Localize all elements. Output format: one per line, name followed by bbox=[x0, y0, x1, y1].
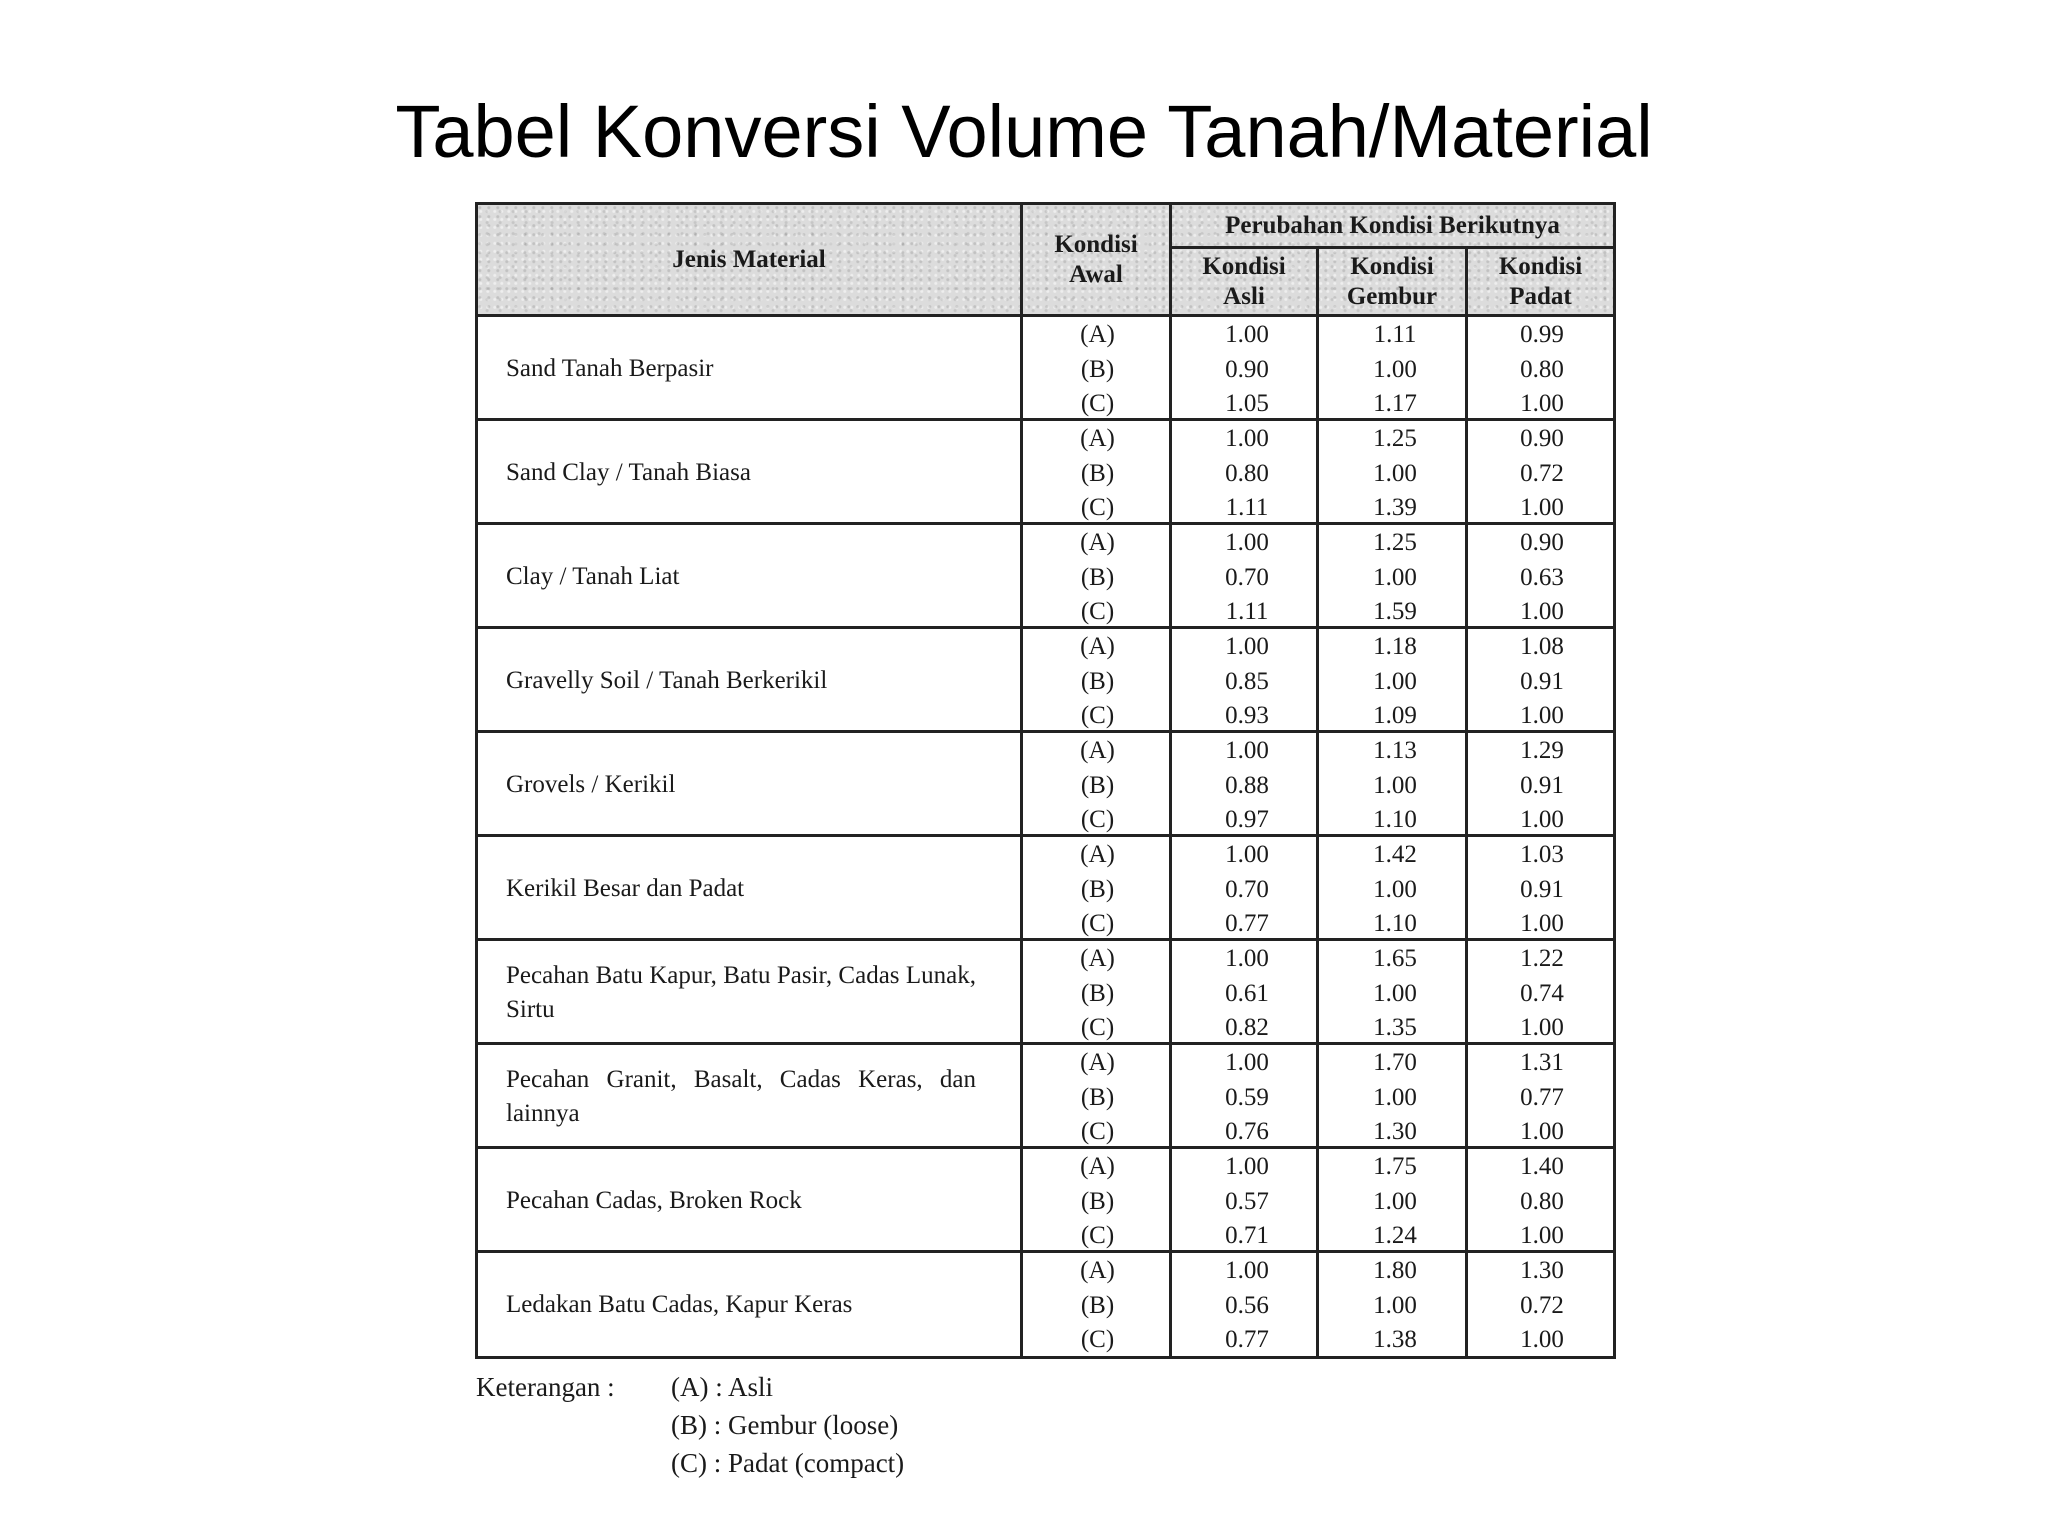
kondisi-awal-cell: (C) bbox=[1080, 598, 1115, 625]
kondisi-asli-cell: 0.71 bbox=[1225, 1222, 1269, 1249]
material-name-text: Ledakan Batu Cadas, Kapur Keras bbox=[506, 1291, 853, 1318]
kondisi-awal-cell: (C) bbox=[1080, 1014, 1115, 1041]
kondisi-asli-cell: 0.77 bbox=[1225, 1326, 1269, 1353]
conversion-table bbox=[475, 202, 1616, 1359]
kondisi-gembur-cell: 1.80 bbox=[1373, 1257, 1417, 1284]
header-kondisi-padat-line1: Kondisi bbox=[1498, 252, 1583, 280]
kondisi-awal-cell: (C) bbox=[1080, 1326, 1115, 1353]
material-name bbox=[506, 941, 976, 1045]
table-row bbox=[478, 317, 1613, 421]
kondisi-awal-cell: (B) bbox=[1080, 1291, 1115, 1319]
kondisi-padat-cell: 0.99 bbox=[1520, 321, 1564, 348]
material-name bbox=[506, 317, 976, 421]
table-row bbox=[478, 525, 1613, 629]
kondisi-awal-cell: (A) bbox=[1080, 1049, 1115, 1076]
kondisi-asli-cell: 0.97 bbox=[1225, 806, 1269, 833]
kondisi-asli-cell: 1.00 bbox=[1225, 321, 1269, 348]
kondisi-asli-cell: 0.57 bbox=[1225, 1187, 1269, 1215]
material-name bbox=[506, 525, 976, 629]
table-row bbox=[478, 421, 1613, 525]
kondisi-asli-cell: 0.70 bbox=[1225, 563, 1269, 591]
kondisi-gembur-cell: 1.10 bbox=[1373, 806, 1417, 833]
header-kondisi-gembur-line2: Gembur bbox=[1346, 282, 1438, 310]
kondisi-gembur-cell: 1.25 bbox=[1373, 529, 1417, 556]
table-header bbox=[478, 205, 1613, 317]
material-name-text: Kerikil Besar dan Padat bbox=[506, 875, 745, 902]
table-row bbox=[478, 941, 1613, 1045]
kondisi-awal-cell: (C) bbox=[1080, 1222, 1115, 1249]
material-name-text: Clay / Tanah Liat bbox=[506, 563, 680, 590]
kondisi-asli-cell: 1.11 bbox=[1225, 494, 1269, 521]
kondisi-awal-cell: (C) bbox=[1080, 494, 1115, 521]
material-name-text: Pecahan Granit, Basalt, Cadas Keras, dan lainnya bbox=[506, 1066, 976, 1127]
kondisi-asli-cell: 1.00 bbox=[1225, 633, 1269, 660]
kondisi-padat-cell: 1.00 bbox=[1520, 806, 1564, 833]
kondisi-padat-cell: 1.00 bbox=[1520, 1014, 1564, 1041]
legend-label: Keterangan : bbox=[476, 1372, 615, 1402]
kondisi-awal-cell: (A) bbox=[1080, 1153, 1115, 1180]
header-kondisi-asli-line2: Asli bbox=[1223, 282, 1265, 310]
table-row bbox=[478, 629, 1613, 733]
kondisi-padat-cell: 0.90 bbox=[1520, 425, 1564, 452]
header-kondisi-awal bbox=[1023, 205, 1172, 314]
kondisi-awal-cell: (B) bbox=[1080, 355, 1115, 383]
kondisi-padat-cell: 0.77 bbox=[1520, 1083, 1564, 1111]
material-name bbox=[506, 421, 976, 525]
kondisi-awal-cell: (B) bbox=[1080, 979, 1115, 1007]
kondisi-padat-cell: 1.00 bbox=[1520, 390, 1564, 417]
material-name-text: Grovels / Kerikil bbox=[506, 771, 676, 798]
material-name bbox=[506, 733, 976, 837]
kondisi-awal-cell: (A) bbox=[1080, 945, 1115, 972]
header-kondisi-asli bbox=[1172, 249, 1319, 314]
kondisi-asli-cell: 1.00 bbox=[1225, 841, 1269, 868]
kondisi-asli-cell: 0.90 bbox=[1225, 355, 1269, 383]
kondisi-awal-cell: (B) bbox=[1080, 667, 1115, 695]
kondisi-padat-cell: 1.03 bbox=[1520, 841, 1564, 868]
kondisi-gembur-cell: 1.17 bbox=[1373, 390, 1417, 417]
kondisi-padat-cell: 0.90 bbox=[1520, 529, 1564, 556]
kondisi-padat-cell: 1.00 bbox=[1520, 1118, 1564, 1145]
material-name bbox=[506, 629, 976, 733]
kondisi-awal-cell: (B) bbox=[1080, 771, 1115, 799]
kondisi-padat-cell: 0.91 bbox=[1520, 875, 1564, 903]
kondisi-asli-cell: 0.61 bbox=[1225, 979, 1269, 1007]
header-kondisi-gembur-line1: Kondisi bbox=[1350, 252, 1434, 280]
kondisi-gembur-cell: 1.00 bbox=[1373, 667, 1417, 695]
kondisi-gembur-cell: 1.00 bbox=[1373, 1083, 1417, 1111]
kondisi-gembur-cell: 1.00 bbox=[1373, 563, 1417, 591]
header-perubahan-kondisi: Perubahan Kondisi Berikutnya bbox=[1172, 205, 1613, 249]
kondisi-asli-cell: 0.76 bbox=[1225, 1118, 1269, 1145]
kondisi-padat-cell: 0.63 bbox=[1520, 563, 1564, 591]
kondisi-asli-cell: 1.00 bbox=[1225, 1257, 1269, 1284]
kondisi-awal-cell: (B) bbox=[1080, 875, 1115, 903]
kondisi-asli-cell: 1.00 bbox=[1225, 945, 1269, 972]
kondisi-awal-cell: (A) bbox=[1080, 1257, 1115, 1284]
kondisi-padat-cell: 1.40 bbox=[1520, 1153, 1564, 1180]
material-name-text: Pecahan Cadas, Broken Rock bbox=[506, 1187, 802, 1214]
material-name-text: Pecahan Batu Kapur, Batu Pasir, Cadas Lunak, Sirtu bbox=[506, 962, 976, 1023]
header-kondisi-padat bbox=[1468, 249, 1613, 314]
kondisi-asli-cell: 1.00 bbox=[1225, 737, 1269, 764]
table-body bbox=[478, 317, 1613, 1356]
header-kondisi-awal-line2: Awal bbox=[1069, 260, 1123, 288]
kondisi-awal-cell: (A) bbox=[1080, 633, 1115, 660]
kondisi-gembur-cell: 1.38 bbox=[1373, 1326, 1417, 1353]
kondisi-awal-cell: (B) bbox=[1080, 1187, 1115, 1215]
kondisi-asli-cell: 0.80 bbox=[1225, 459, 1269, 487]
kondisi-padat-cell: 1.00 bbox=[1520, 1222, 1564, 1249]
kondisi-gembur-cell: 1.70 bbox=[1373, 1049, 1417, 1076]
kondisi-asli-cell: 1.11 bbox=[1225, 598, 1269, 625]
table-row bbox=[478, 733, 1613, 837]
kondisi-padat-cell: 0.80 bbox=[1520, 1187, 1564, 1215]
kondisi-asli-cell: 0.85 bbox=[1225, 667, 1269, 695]
kondisi-padat-cell: 1.31 bbox=[1520, 1049, 1564, 1076]
kondisi-awal-cell: (A) bbox=[1080, 529, 1115, 556]
kondisi-awal-cell: (B) bbox=[1080, 563, 1115, 591]
kondisi-awal-cell: (C) bbox=[1080, 806, 1115, 833]
kondisi-gembur-cell: 1.00 bbox=[1373, 459, 1417, 487]
table-row bbox=[478, 1253, 1613, 1357]
kondisi-padat-cell: 1.00 bbox=[1520, 1326, 1564, 1353]
kondisi-awal-cell: (C) bbox=[1080, 1118, 1115, 1145]
kondisi-gembur-cell: 1.39 bbox=[1373, 494, 1417, 521]
kondisi-asli-cell: 1.00 bbox=[1225, 1049, 1269, 1076]
kondisi-awal-cell: (A) bbox=[1080, 841, 1115, 868]
legend-item-padat: (C) : Padat (compact) bbox=[671, 1448, 905, 1478]
kondisi-awal-cell: (A) bbox=[1080, 737, 1115, 764]
kondisi-asli-cell: 1.00 bbox=[1225, 425, 1269, 452]
kondisi-asli-cell: 0.93 bbox=[1225, 702, 1269, 729]
material-name-text: Gravelly Soil / Tanah Berkerikil bbox=[506, 667, 828, 694]
kondisi-awal-cell: (C) bbox=[1080, 910, 1115, 937]
kondisi-awal-cell: (B) bbox=[1080, 1083, 1115, 1111]
table-row bbox=[478, 1045, 1613, 1149]
kondisi-asli-cell: 0.82 bbox=[1225, 1014, 1269, 1041]
material-name bbox=[506, 837, 976, 941]
kondisi-gembur-cell: 1.25 bbox=[1373, 425, 1417, 452]
kondisi-gembur-cell: 1.00 bbox=[1373, 1187, 1417, 1215]
kondisi-asli-cell: 1.00 bbox=[1225, 529, 1269, 556]
kondisi-awal-cell: (C) bbox=[1080, 702, 1115, 729]
kondisi-padat-cell: 1.30 bbox=[1520, 1257, 1564, 1284]
header-jenis-material: Jenis Material bbox=[478, 205, 1023, 314]
kondisi-padat-cell: 0.80 bbox=[1520, 355, 1564, 383]
kondisi-asli-cell: 0.59 bbox=[1225, 1083, 1269, 1111]
kondisi-padat-cell: 0.91 bbox=[1520, 667, 1564, 695]
kondisi-asli-cell: 0.88 bbox=[1225, 771, 1269, 799]
header-kondisi-gembur bbox=[1319, 249, 1468, 314]
material-name bbox=[506, 1149, 976, 1253]
material-name bbox=[506, 1045, 976, 1149]
kondisi-padat-cell: 0.72 bbox=[1520, 459, 1564, 487]
kondisi-gembur-cell: 1.13 bbox=[1373, 737, 1417, 764]
kondisi-gembur-cell: 1.18 bbox=[1373, 633, 1417, 660]
material-name-text: Sand Clay / Tanah Biasa bbox=[506, 459, 751, 486]
kondisi-gembur-cell: 1.00 bbox=[1373, 771, 1417, 799]
header-kondisi-asli-line1: Kondisi bbox=[1202, 252, 1286, 280]
kondisi-gembur-cell: 1.00 bbox=[1373, 875, 1417, 903]
kondisi-padat-cell: 1.00 bbox=[1520, 702, 1564, 729]
kondisi-asli-cell: 0.77 bbox=[1225, 910, 1269, 937]
kondisi-asli-cell: 0.56 bbox=[1225, 1291, 1269, 1319]
kondisi-padat-cell: 1.00 bbox=[1520, 494, 1564, 521]
kondisi-gembur-cell: 1.65 bbox=[1373, 945, 1417, 972]
kondisi-gembur-cell: 1.42 bbox=[1373, 841, 1417, 868]
kondisi-gembur-cell: 1.00 bbox=[1373, 979, 1417, 1007]
kondisi-padat-cell: 0.91 bbox=[1520, 771, 1564, 799]
table-row bbox=[478, 1149, 1613, 1253]
kondisi-padat-cell: 1.22 bbox=[1520, 945, 1564, 972]
material-name bbox=[506, 1253, 976, 1357]
table-row bbox=[478, 837, 1613, 941]
kondisi-awal-cell: (A) bbox=[1080, 425, 1115, 452]
kondisi-awal-cell: (A) bbox=[1080, 321, 1115, 348]
kondisi-gembur-cell: 1.75 bbox=[1373, 1153, 1417, 1180]
header-kondisi-padat-line2: Padat bbox=[1509, 282, 1572, 310]
kondisi-awal-cell: (B) bbox=[1080, 459, 1115, 487]
kondisi-asli-cell: 1.05 bbox=[1225, 390, 1269, 417]
kondisi-padat-cell: 1.00 bbox=[1520, 910, 1564, 937]
kondisi-asli-cell: 1.00 bbox=[1225, 1153, 1269, 1180]
legend-item-asli: (A) : Asli bbox=[671, 1372, 774, 1402]
kondisi-padat-cell: 1.08 bbox=[1520, 633, 1564, 660]
header-kondisi-awal-line1: Kondisi bbox=[1054, 230, 1138, 258]
kondisi-padat-cell: 1.00 bbox=[1520, 598, 1564, 625]
kondisi-gembur-cell: 1.10 bbox=[1373, 910, 1417, 937]
legend-items bbox=[671, 1368, 1171, 1482]
kondisi-gembur-cell: 1.09 bbox=[1373, 702, 1417, 729]
legend-item-gembur: (B) : Gembur (loose) bbox=[671, 1410, 899, 1440]
kondisi-gembur-cell: 1.35 bbox=[1373, 1014, 1417, 1041]
material-name-text: Sand Tanah Berpasir bbox=[506, 355, 714, 382]
kondisi-gembur-cell: 1.30 bbox=[1373, 1118, 1417, 1145]
kondisi-gembur-cell: 1.00 bbox=[1373, 1291, 1417, 1319]
kondisi-gembur-cell: 1.11 bbox=[1373, 321, 1417, 348]
kondisi-asli-cell: 0.70 bbox=[1225, 875, 1269, 903]
page-title: Tabel Konversi Volume Tanah/Material bbox=[395, 90, 1653, 173]
kondisi-awal-cell: (C) bbox=[1080, 390, 1115, 417]
kondisi-padat-cell: 1.29 bbox=[1520, 737, 1564, 764]
kondisi-gembur-cell: 1.00 bbox=[1373, 355, 1417, 383]
kondisi-padat-cell: 0.74 bbox=[1520, 979, 1564, 1007]
kondisi-gembur-cell: 1.24 bbox=[1373, 1222, 1417, 1249]
kondisi-padat-cell: 0.72 bbox=[1520, 1291, 1564, 1319]
kondisi-gembur-cell: 1.59 bbox=[1373, 598, 1417, 625]
